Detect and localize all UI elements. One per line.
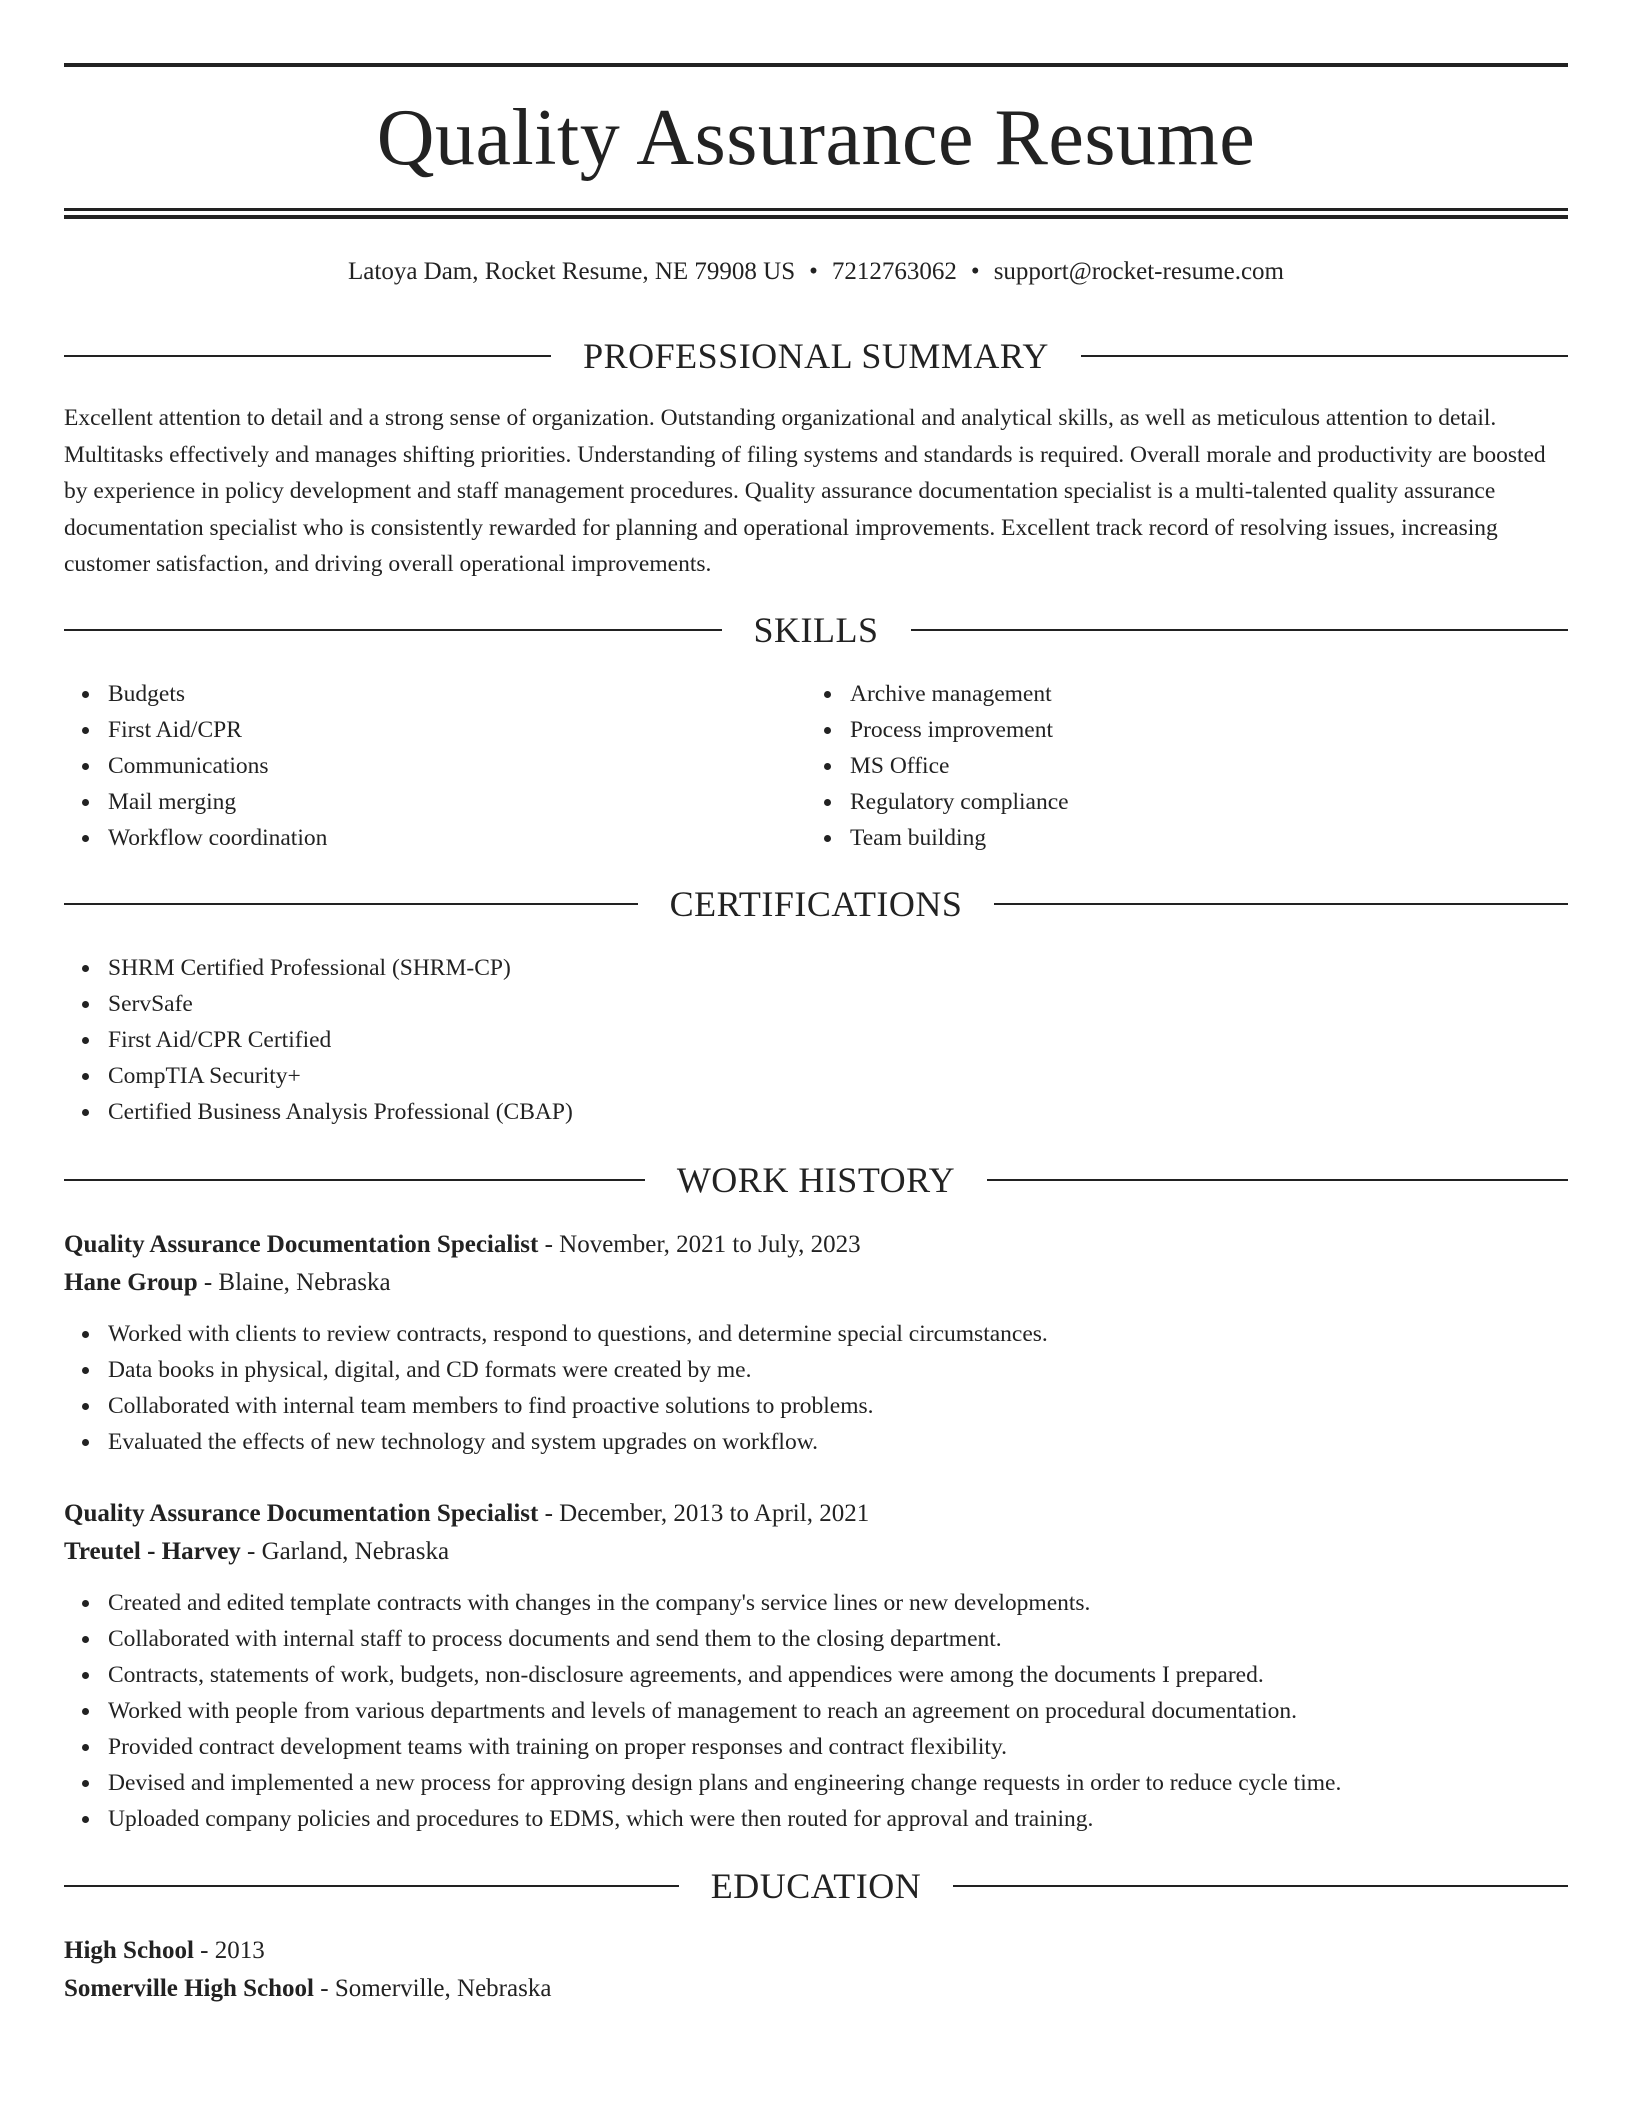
section-rule <box>953 1885 1568 1887</box>
job-bullet: Worked with people from various departments and levels of management to reach an agreement on procedural documentation. <box>108 1693 1568 1729</box>
section-rule <box>994 903 1568 905</box>
section-rule <box>987 1179 1568 1181</box>
section-rule <box>64 1885 679 1887</box>
title-rule-lower <box>64 215 1568 219</box>
job-title: Quality Assurance Documentation Specialist <box>64 1500 539 1527</box>
section-header-certifications <box>64 882 1568 926</box>
job-dates: - December, 2013 to April, 2021 <box>538 1500 870 1527</box>
education-entry <box>64 1932 1568 2008</box>
section-title-work: WORK HISTORY <box>676 1160 956 1200</box>
section-rule <box>64 629 722 631</box>
skill-item: Communications <box>108 748 806 784</box>
title-rule-upper <box>64 208 1568 211</box>
certification-item: ServSafe <box>108 986 1568 1022</box>
contact-line <box>64 254 1568 290</box>
skills-grid <box>64 676 1568 856</box>
skill-item: Workflow coordination <box>108 820 806 856</box>
job-dates: - November, 2021 to July, 2023 <box>538 1231 861 1258</box>
skill-item: Process improvement <box>850 712 1548 748</box>
job-bullet: Provided contract development teams with training on proper responses and contract flexibility. <box>108 1729 1568 1765</box>
job-bullet: Evaluated the effects of new technology and system upgrades on workflow. <box>108 1424 1568 1460</box>
skill-item: Mail merging <box>108 784 806 820</box>
job-location: - Garland, Nebraska <box>240 1538 450 1565</box>
skill-item: First Aid/CPR <box>108 712 806 748</box>
section-rule <box>64 355 551 357</box>
job-entry <box>64 1495 1568 1837</box>
skill-item: Team building <box>850 820 1548 856</box>
skill-item: Regulatory compliance <box>850 784 1548 820</box>
job-heading <box>64 1495 1568 1533</box>
resume-title: Quality Assurance Resume <box>376 94 1256 182</box>
section-title-education: EDUCATION <box>710 1866 922 1906</box>
certification-item: Certified Business Analysis Professional (CBAP) <box>108 1094 1568 1130</box>
certification-item: First Aid/CPR Certified <box>108 1022 1568 1058</box>
skill-item: MS Office <box>850 748 1548 784</box>
education-year: - 2013 <box>193 1937 265 1964</box>
education-degree: High School <box>64 1937 194 1964</box>
section-title-certifications: CERTIFICATIONS <box>669 884 963 924</box>
certification-item: CompTIA Security+ <box>108 1058 1568 1094</box>
job-employer <box>64 1533 1568 1571</box>
section-rule <box>911 629 1569 631</box>
job-bullet: Created and edited template contracts with changes in the company's service lines or new developments. <box>108 1585 1568 1621</box>
education-degree-line <box>64 1932 1568 1970</box>
job-bullet: Devised and implemented a new process for approving design plans and engineering change requests in order to reduce cycle time. <box>108 1765 1568 1801</box>
skill-item: Archive management <box>850 676 1548 712</box>
job-title: Quality Assurance Documentation Specialist <box>64 1231 539 1258</box>
education-location: - Somerville, Nebraska <box>314 1975 552 2002</box>
job-company: Hane Group <box>64 1269 198 1296</box>
certifications-list <box>64 950 1568 1130</box>
contact-address: Latoya Dam, Rocket Resume, NE 79908 US <box>348 258 796 285</box>
job-employer <box>64 1264 1568 1302</box>
top-rule <box>64 63 1568 67</box>
contact-separator: • <box>809 258 818 285</box>
job-bullet: Contracts, statements of work, budgets, non-disclosure agreements, and appendices were among the documents I prepared. <box>108 1657 1568 1693</box>
job-heading <box>64 1226 1568 1264</box>
job-bullet: Data books in physical, digital, and CD formats were created by me. <box>108 1352 1568 1388</box>
summary-paragraph: Excellent attention to detail and a strong sense of organization. Outstanding organizational and analytical skills, as well as meticulous attention to detail. Multitasks effectively and manages shifting priorities. Understanding of filing systems and standards is required. Overall morale and productivity are boosted by experience in policy development and staff management procedures. Quality assurance documentation specialist is a multi-talented quality assurance documentation specialist who is consistently rewarded for planning and operational improvements. Excellent track record of resolving issues, increasing customer satisfaction, and driving overall operational improvements. <box>64 405 1546 577</box>
job-duties <box>64 1585 1568 1837</box>
certification-item: SHRM Certified Professional (SHRM-CP) <box>108 950 1568 986</box>
section-header-education <box>64 1864 1568 1908</box>
skill-item: Budgets <box>108 676 806 712</box>
section-header-work <box>64 1158 1568 1202</box>
job-bullet: Collaborated with internal team members to find proactive solutions to problems. <box>108 1388 1568 1424</box>
job-bullet: Uploaded company policies and procedures to EDMS, which were then routed for approval and training. <box>108 1801 1568 1837</box>
section-title-skills: SKILLS <box>753 610 879 650</box>
section-rule <box>1081 355 1568 357</box>
skills-column-right <box>806 676 1548 856</box>
job-duties <box>64 1316 1568 1460</box>
section-rule <box>64 1179 645 1181</box>
section-header-skills <box>64 608 1568 652</box>
job-company: Treutel - Harvey <box>64 1538 241 1565</box>
contact-separator: • <box>970 258 980 285</box>
skills-column-left <box>64 676 806 856</box>
job-entry <box>64 1226 1568 1460</box>
job-bullet: Collaborated with internal staff to process documents and send them to the closing department. <box>108 1621 1568 1657</box>
education-school: Somerville High School <box>64 1975 314 2002</box>
job-location: - Blaine, Nebraska <box>197 1269 391 1296</box>
education-school-line <box>64 1970 1568 2008</box>
job-bullet: Worked with clients to review contracts, respond to questions, and determine special circumstances. <box>108 1316 1568 1352</box>
contact-email: support@rocket-resume.com <box>993 258 1284 285</box>
contact-phone: 7212763062 <box>831 258 957 285</box>
section-header-summary <box>64 334 1568 378</box>
section-title-summary: PROFESSIONAL SUMMARY <box>583 336 1049 376</box>
section-rule <box>64 903 638 905</box>
